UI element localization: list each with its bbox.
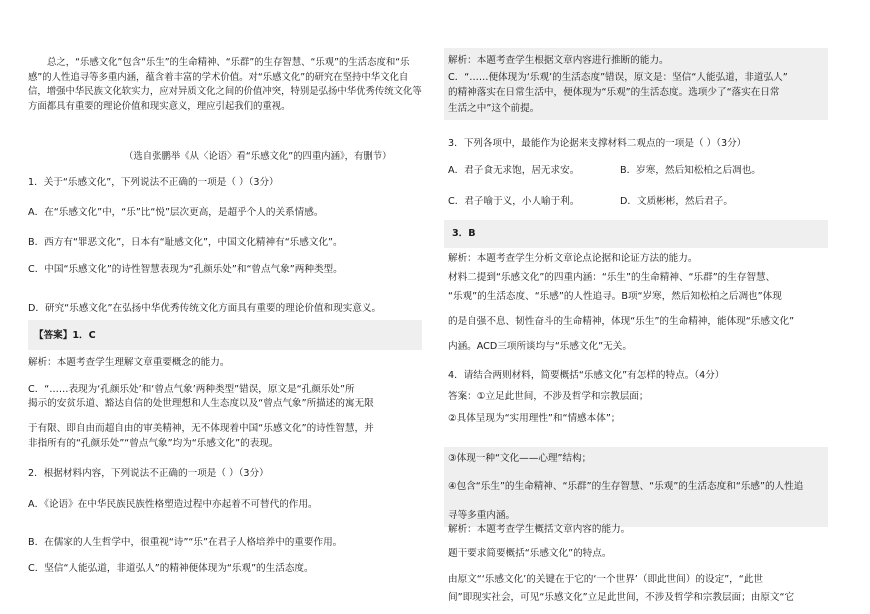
q4-answer-4: ④包含“乐生”的生命精神、“乐群”的生存智慧、“乐观”的生活态度和“乐感”的人性追 (448, 481, 804, 492)
q3-analysis-5: 内涵。ACD三项所谈均与“乐感文化”无关。 (448, 341, 632, 352)
q2-analysis-3: 的精神落实在日常生活中，便体现为“乐观”的生活态度。选项少了“落实在日常 (448, 87, 780, 98)
q4-analysis-1: 解析：本题考查学生概括文章内容的能力。 (448, 524, 631, 535)
q2-analysis-2: C．“……便体现为‘乐观’的生活态度”错误，原文是：坚信“人能弘道，非道弘人” (448, 72, 788, 83)
q3-stem: 3．下列各项中，最能作为论据来支撑材料二观点的一项是（ ）（3分） (448, 138, 747, 149)
q2-stem: 2．根据材料内容，下列说法不正确的一项是（ ）（3分） (28, 468, 269, 479)
source-citation: （选自张鹏举《从〈论语〉看“乐感文化”的四重内涵》，有删节） (124, 151, 392, 162)
q4-analysis-2: 题干要求简要概括“乐感文化”的特点。 (448, 548, 612, 559)
q3-answer: 3．B (452, 228, 476, 239)
q1-stem: 1．关于“乐感文化”，下列说法不正确的一项是（ ）（3分） (28, 177, 279, 188)
q1-analysis-1: 解析：本题考查学生理解文章重要概念的能力。 (28, 357, 230, 368)
q4-answer-2: ②具体呈现为“实用理性”和“情感本体”； (448, 413, 621, 424)
q1-option-d: D．研究“乐感文化”在弘扬中华优秀传统文化方面具有重要的理论价值和现实意义。 (28, 303, 382, 314)
q3-option-c: C．君子喻于义，小人喻于利。 (448, 196, 580, 207)
intro-paragraph: 总之，“乐感文化”包含“乐生”的生命精神、“乐群”的生存智慧、“乐观”的生活态度和“乐感”的人性追寻等多重内涵，蕴含着丰富的学术价值。对“乐感文化”的研究在坚持中华文化自信，增强中华民族文化软实力，应对异质文化之间的价值冲突，特别是弘扬中华优秀传统文化等方面都具有重要的理论价值和现实意义，理应引起我们的重视。 (28, 57, 422, 112)
q4-answer-1: 答案：①立足此世间，不涉及哲学和宗教层面； (448, 391, 649, 402)
q2-analysis-1: 解析：本题考查学生根据文章内容进行推断的能力。 (448, 55, 669, 66)
q4-answer-3: ③体现一种“文化——心理”结构； (448, 453, 592, 464)
q1-option-a: A．在“乐感文化”中，“乐”比“悦”层次更高，是超乎个人的关系情感。 (28, 207, 324, 218)
q4-analysis-3: 由原文“‘乐感文化’的关键在于它的‘一个世界’（即此世间）的设定”，“此世 (448, 574, 763, 585)
q2-option-c: C．坚信“人能弘道，非道弘人”的精神便体现为“乐观”的生活态度。 (28, 563, 314, 574)
q4-analysis-4: 间”即现实社会，可见“乐感文化”立足此世间，不涉及哲学和宗教层面；由原文“它 (448, 592, 795, 603)
q3-answer-box (444, 220, 828, 248)
q3-analysis-2: 材料二提到“乐感文化”的四重内涵：“乐生”的生命精神、“乐群”的生存智慧、 (448, 272, 776, 283)
q1-analysis-3: 揭示的安贫乐道、豁达自信的处世理想和人生态度以及“曾点气象”所描述的寓无限 (28, 398, 374, 409)
q1-analysis-4: 于有限、即自由而超自由的审美精神，无不体现着中国“乐感文化”的诗性智慧，并 (28, 423, 374, 434)
q2-option-a: A．《论语》在中华民族民族性格塑造过程中亦起着不可替代的作用。 (28, 499, 318, 510)
q4-stem: 4．请结合两则材料，简要概括“乐感文化”有怎样的特点。（4分） (448, 370, 725, 381)
q1-analysis-2: C．“……表现为‘孔颜乐处’和‘曾点气象’两种类型”错误，原文是“孔颜乐处”所 (28, 384, 355, 395)
q3-option-d: D．文质彬彬，然后君子。 (620, 196, 733, 207)
q1-option-c: C．中国“乐感文化”的诗性智慧表现为“孔颜乐处”和“曾点气象”两种类型。 (28, 264, 343, 275)
q3-analysis-4: 的是自强不息、韧性奋斗的生命精神，体现“乐生”的生命精神，能体现“乐感文化” (448, 316, 795, 327)
q1-analysis-5: 非指所有的“孔颜乐处”“曾点气象”均为“乐感文化”的表现。 (28, 438, 279, 449)
q3-option-b: B．岁寒，然后知松柏之后凋也。 (620, 165, 761, 176)
q3-analysis-3: “乐观”的生活态度、“乐感”的人性追寻。B项“岁寒，然后知松柏之后凋也”体现 (448, 291, 782, 302)
q1-answer: 【答案】1．C (34, 330, 96, 341)
q1-option-b: B．西方有“罪恶文化”，日本有“耻感文化”，中国文化精神有“乐感文化”。 (28, 237, 343, 248)
q3-analysis-1: 解析：本题考查学生分析文章论点论据和论证方法的能力。 (448, 253, 698, 264)
q2-analysis-4: 生活之中”这个前提。 (448, 103, 540, 114)
q3-option-a: A．君子食无求饱，居无求安。 (448, 165, 580, 176)
q2-option-b: B．在儒家的人生哲学中，很重视“诗”“乐”在君子人格培养中的重要作用。 (28, 537, 343, 548)
q4-answer-5: 寻等多重内涵。 (448, 510, 516, 521)
